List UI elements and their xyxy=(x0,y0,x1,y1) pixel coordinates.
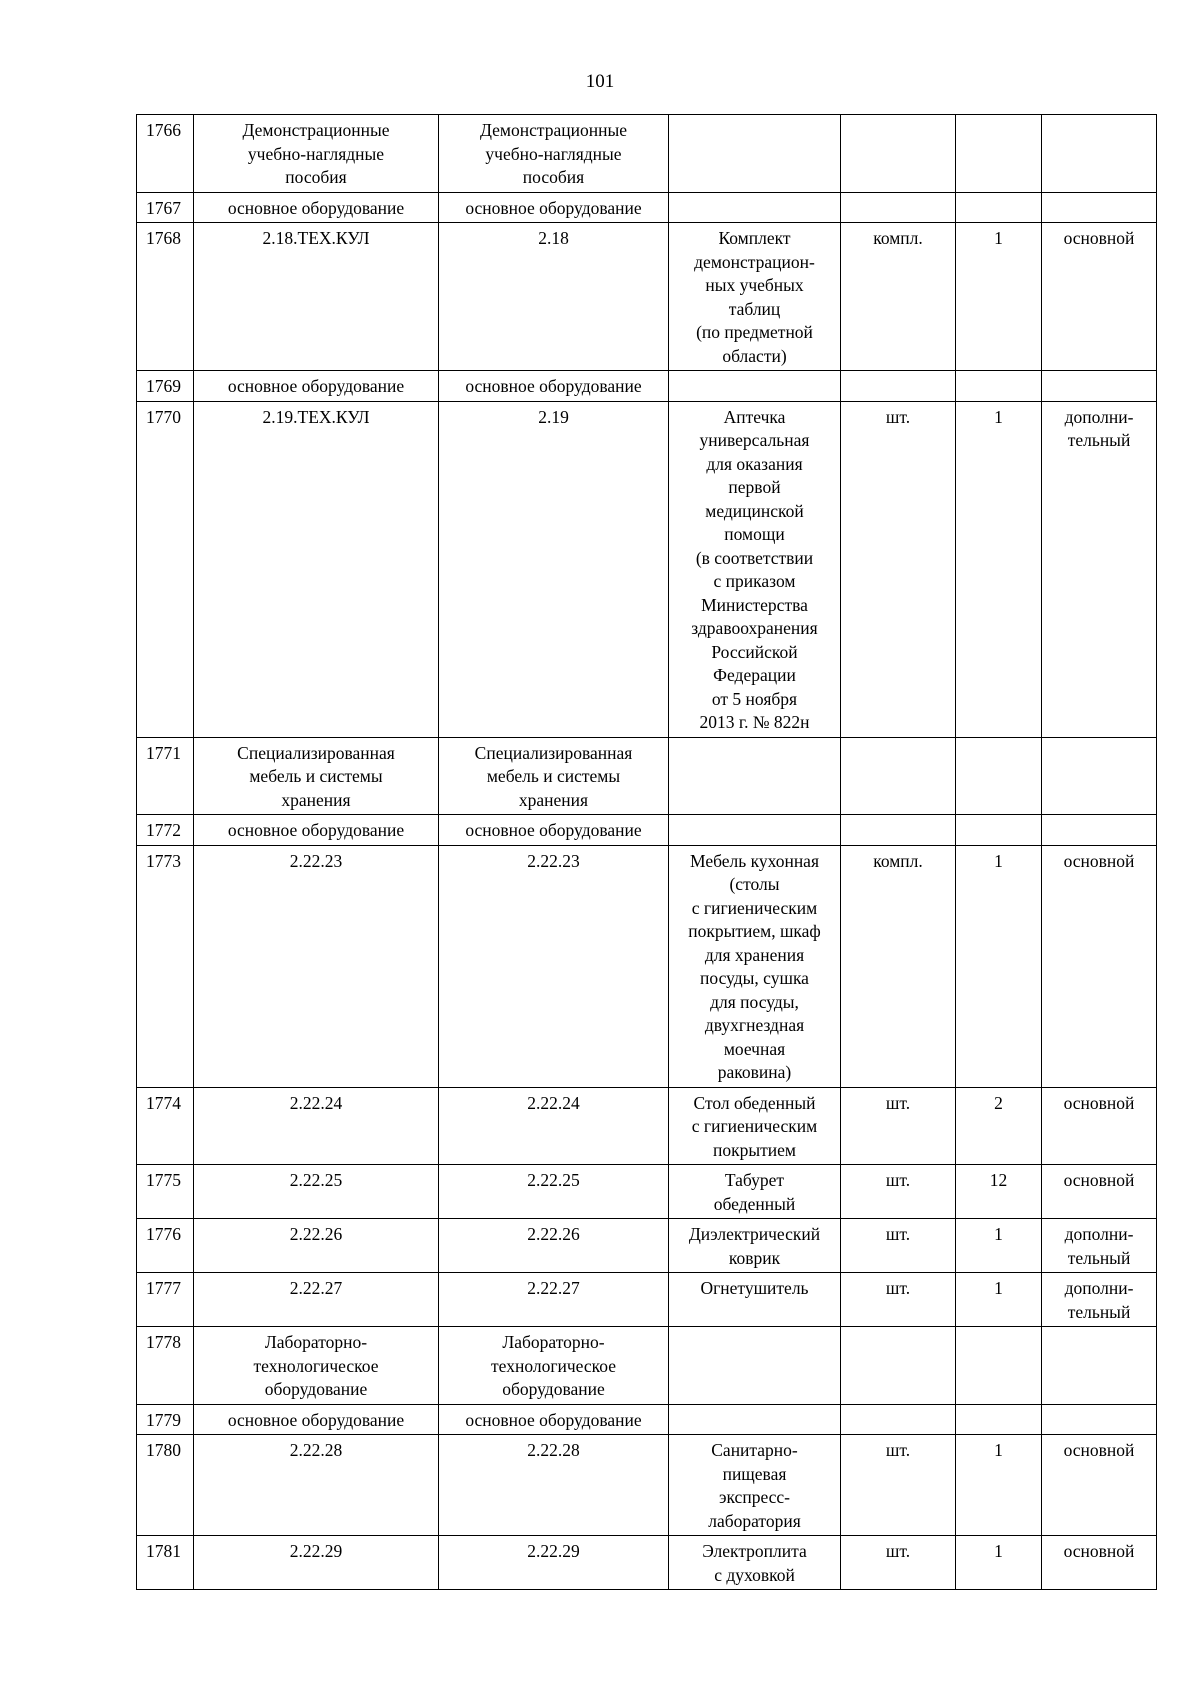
row-number-cell: 1778 xyxy=(137,1327,194,1405)
unit-cell xyxy=(841,815,956,846)
item-type-cell: дополни- тельный xyxy=(1042,401,1157,737)
subcode-cell: основное оборудование xyxy=(439,815,669,846)
item-name-cell: Табурет обеденный xyxy=(669,1165,841,1219)
row-number-cell: 1773 xyxy=(137,845,194,1087)
subcode-cell: 2.22.28 xyxy=(439,1435,669,1536)
item-name-cell: Мебель кухонная (столы с гигиеническим покрытием, шкаф для хранения посуды, сушка для посуды, двухгнездная моечная раковина) xyxy=(669,845,841,1087)
unit-cell xyxy=(841,371,956,402)
code-cell: 2.22.26 xyxy=(194,1219,439,1273)
subcode-cell: Демонстрационные учебно-наглядные пособия xyxy=(439,115,669,193)
item-name-cell xyxy=(669,371,841,402)
subcode-cell: 2.19 xyxy=(439,401,669,737)
row-number-cell: 1777 xyxy=(137,1273,194,1327)
unit-cell: шт. xyxy=(841,1273,956,1327)
subcode-cell: 2.18 xyxy=(439,223,669,371)
table-row xyxy=(137,371,1157,402)
code-cell: 2.19.ТЕХ.КУЛ xyxy=(194,401,439,737)
item-type-cell: основной xyxy=(1042,223,1157,371)
item-type-cell xyxy=(1042,192,1157,223)
table-row xyxy=(137,1165,1157,1219)
quantity-cell: 1 xyxy=(956,1435,1042,1536)
table-row xyxy=(137,845,1157,1087)
quantity-cell: 1 xyxy=(956,845,1042,1087)
item-type-cell xyxy=(1042,371,1157,402)
row-number-cell: 1776 xyxy=(137,1219,194,1273)
code-cell: 2.22.24 xyxy=(194,1087,439,1165)
table-row xyxy=(137,1536,1157,1590)
subcode-cell: 2.22.23 xyxy=(439,845,669,1087)
code-cell: основное оборудование xyxy=(194,815,439,846)
item-type-cell: дополни- тельный xyxy=(1042,1219,1157,1273)
row-number-cell: 1768 xyxy=(137,223,194,371)
quantity-cell: 12 xyxy=(956,1165,1042,1219)
quantity-cell: 1 xyxy=(956,401,1042,737)
quantity-cell xyxy=(956,115,1042,193)
code-cell: Специализированная мебель и системы хранения xyxy=(194,737,439,815)
subcode-cell: основное оборудование xyxy=(439,192,669,223)
item-type-cell: основной xyxy=(1042,1435,1157,1536)
table-row xyxy=(137,115,1157,193)
item-type-cell: основной xyxy=(1042,845,1157,1087)
code-cell: основное оборудование xyxy=(194,371,439,402)
subcode-cell: Лабораторно- технологическое оборудование xyxy=(439,1327,669,1405)
quantity-cell xyxy=(956,815,1042,846)
table-row xyxy=(137,1087,1157,1165)
table-row xyxy=(137,1273,1157,1327)
code-cell: 2.22.27 xyxy=(194,1273,439,1327)
unit-cell: шт. xyxy=(841,1087,956,1165)
unit-cell: шт. xyxy=(841,401,956,737)
subcode-cell: 2.22.29 xyxy=(439,1536,669,1590)
item-type-cell xyxy=(1042,1327,1157,1405)
row-number-cell: 1767 xyxy=(137,192,194,223)
row-number-cell: 1772 xyxy=(137,815,194,846)
unit-cell xyxy=(841,192,956,223)
item-name-cell xyxy=(669,1404,841,1435)
equipment-table xyxy=(136,114,1157,1590)
item-type-cell xyxy=(1042,737,1157,815)
quantity-cell xyxy=(956,737,1042,815)
table-row xyxy=(137,1219,1157,1273)
item-name-cell xyxy=(669,192,841,223)
unit-cell: шт. xyxy=(841,1165,956,1219)
row-number-cell: 1775 xyxy=(137,1165,194,1219)
subcode-cell: 2.22.27 xyxy=(439,1273,669,1327)
item-name-cell xyxy=(669,737,841,815)
item-type-cell xyxy=(1042,115,1157,193)
unit-cell xyxy=(841,115,956,193)
table-row xyxy=(137,223,1157,371)
code-cell: Демонстрационные учебно-наглядные пособия xyxy=(194,115,439,193)
unit-cell xyxy=(841,1404,956,1435)
item-name-cell xyxy=(669,115,841,193)
quantity-cell xyxy=(956,1404,1042,1435)
item-name-cell xyxy=(669,1327,841,1405)
quantity-cell: 2 xyxy=(956,1087,1042,1165)
subcode-cell: Специализированная мебель и системы хранения xyxy=(439,737,669,815)
item-name-cell: Огнетушитель xyxy=(669,1273,841,1327)
code-cell: основное оборудование xyxy=(194,192,439,223)
unit-cell: шт. xyxy=(841,1435,956,1536)
table-row xyxy=(137,737,1157,815)
unit-cell: компл. xyxy=(841,223,956,371)
item-name-cell: Комплект демонстрацион- ных учебных таблиц (по предметной области) xyxy=(669,223,841,371)
code-cell: 2.22.25 xyxy=(194,1165,439,1219)
item-type-cell: основной xyxy=(1042,1165,1157,1219)
table-row xyxy=(137,1404,1157,1435)
subcode-cell: основное оборудование xyxy=(439,371,669,402)
code-cell: Лабораторно- технологическое оборудование xyxy=(194,1327,439,1405)
quantity-cell: 1 xyxy=(956,1273,1042,1327)
code-cell: 2.22.29 xyxy=(194,1536,439,1590)
quantity-cell: 1 xyxy=(956,1536,1042,1590)
item-name-cell xyxy=(669,815,841,846)
table-row xyxy=(137,815,1157,846)
table-row xyxy=(137,1327,1157,1405)
quantity-cell: 1 xyxy=(956,223,1042,371)
subcode-cell: 2.22.26 xyxy=(439,1219,669,1273)
page-number: 101 xyxy=(585,71,615,92)
row-number-cell: 1774 xyxy=(137,1087,194,1165)
quantity-cell xyxy=(956,192,1042,223)
item-name-cell: Диэлектрический коврик xyxy=(669,1219,841,1273)
unit-cell: компл. xyxy=(841,845,956,1087)
quantity-cell xyxy=(956,1327,1042,1405)
table-body xyxy=(137,115,1157,1590)
row-number-cell: 1770 xyxy=(137,401,194,737)
subcode-cell: основное оборудование xyxy=(439,1404,669,1435)
item-type-cell xyxy=(1042,815,1157,846)
row-number-cell: 1766 xyxy=(137,115,194,193)
quantity-cell: 1 xyxy=(956,1219,1042,1273)
row-number-cell: 1779 xyxy=(137,1404,194,1435)
item-type-cell: основной xyxy=(1042,1536,1157,1590)
unit-cell: шт. xyxy=(841,1219,956,1273)
subcode-cell: 2.22.24 xyxy=(439,1087,669,1165)
table-row xyxy=(137,1435,1157,1536)
code-cell: 2.22.28 xyxy=(194,1435,439,1536)
item-name-cell: Стол обеденный с гигиеническим покрытием xyxy=(669,1087,841,1165)
quantity-cell xyxy=(956,371,1042,402)
item-name-cell: Аптечка универсальная для оказания первой медицинской помощи (в соответствии с приказом Министерства здравоохранения Российской Федерации от 5 ноября 2013 г. № 822н xyxy=(669,401,841,737)
code-cell: 2.18.ТЕХ.КУЛ xyxy=(194,223,439,371)
subcode-cell: 2.22.25 xyxy=(439,1165,669,1219)
unit-cell xyxy=(841,737,956,815)
unit-cell: шт. xyxy=(841,1536,956,1590)
item-name-cell: Электроплита с духовкой xyxy=(669,1536,841,1590)
row-number-cell: 1780 xyxy=(137,1435,194,1536)
row-number-cell: 1771 xyxy=(137,737,194,815)
item-type-cell: основной xyxy=(1042,1087,1157,1165)
code-cell: 2.22.23 xyxy=(194,845,439,1087)
row-number-cell: 1781 xyxy=(137,1536,194,1590)
unit-cell xyxy=(841,1327,956,1405)
item-type-cell: дополни- тельный xyxy=(1042,1273,1157,1327)
table-row xyxy=(137,401,1157,737)
item-type-cell xyxy=(1042,1404,1157,1435)
table-row xyxy=(137,192,1157,223)
code-cell: основное оборудование xyxy=(194,1404,439,1435)
item-name-cell: Санитарно- пищевая экспресс- лаборатория xyxy=(669,1435,841,1536)
row-number-cell: 1769 xyxy=(137,371,194,402)
